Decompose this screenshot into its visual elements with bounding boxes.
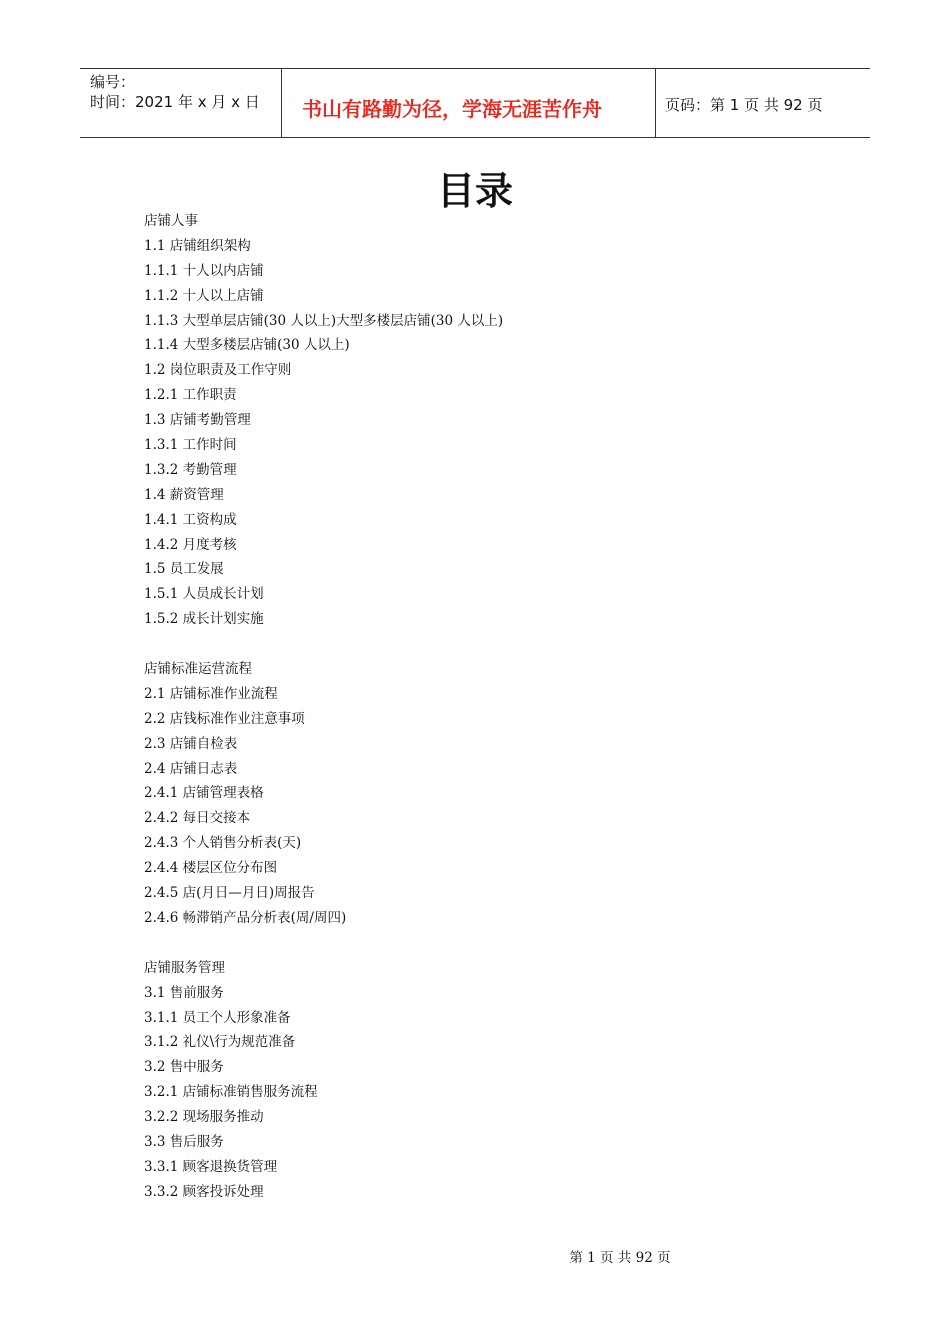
toc-entry[interactable]: 店铺标准运营流程 [144, 661, 252, 678]
header-meta [80, 69, 280, 137]
header-page-info: 页码：第 1 页 共 92 页 [665, 96, 823, 114]
toc-entry[interactable]: 3.3.1 顾客退换货管理 [144, 1158, 278, 1175]
toc-entry[interactable]: 2.4.1 店铺管理表格 [144, 785, 264, 802]
header-page-cell [655, 69, 870, 137]
toc-entry[interactable]: 1.3 店铺考勤管理 [144, 412, 251, 429]
toc-entry[interactable]: 1.4 薪资管理 [144, 486, 224, 503]
toc-entry[interactable]: 2.4.3 个人销售分析表(天) [144, 835, 302, 852]
toc-entry[interactable]: 2.4.5 店(月日—月日)周报告 [144, 885, 315, 902]
toc-entry[interactable]: 2.3 店铺自检表 [144, 735, 238, 752]
table-of-contents [144, 209, 503, 1205]
page-title: 目录 [436, 169, 513, 213]
toc-entry[interactable]: 1.1.4 大型多楼层店铺(30 人以上) [144, 337, 350, 354]
toc-entry[interactable]: 3.1.2 礼仪\行为规范准备 [144, 1034, 296, 1051]
footer-page-number: 第 1 页 共 92 页 [569, 1250, 671, 1266]
toc-entry[interactable]: 1.5.2 成长计划实施 [144, 611, 264, 628]
toc-entry[interactable]: 1.4.1 工资构成 [144, 511, 237, 528]
time-label: 时间：2021 年 x 月 x 日 [90, 93, 260, 111]
toc-entry[interactable]: 3.3 售后服务 [144, 1133, 224, 1150]
toc-entry[interactable]: 1.1.3 大型单层店铺(30 人以上)大型多楼层店铺(30 人以上) [144, 312, 504, 329]
page-header [80, 68, 870, 138]
toc-entry[interactable]: 1.2 岗位职责及工作守则 [144, 362, 292, 379]
toc-entry[interactable]: 3.2.2 现场服务推动 [144, 1109, 264, 1126]
toc-entry[interactable]: 1.2.1 工作职责 [144, 387, 237, 404]
header-motto-cell [281, 69, 656, 137]
toc-spacer [144, 632, 503, 657]
toc-entry[interactable]: 2.4.2 每日交接本 [144, 810, 251, 827]
number-label: 编号： [90, 73, 136, 91]
toc-entry[interactable]: 2.1 店铺标准作业流程 [144, 685, 278, 702]
toc-entry[interactable]: 2.4.6 畅滞销产品分析表(周/周四) [144, 909, 347, 926]
toc-entry[interactable]: 1.1 店铺组织架构 [144, 237, 251, 254]
toc-entry[interactable]: 1.4.2 月度考核 [144, 536, 237, 553]
toc-entry[interactable]: 2.4 店铺日志表 [144, 760, 238, 777]
toc-entry[interactable]: 1.3.1 工作时间 [144, 437, 237, 454]
page-footer [0, 1246, 950, 1266]
toc-entry[interactable]: 店铺人事 [144, 213, 198, 229]
toc-entry[interactable]: 3.2.1 店铺标准销售服务流程 [144, 1084, 318, 1101]
toc-entry[interactable]: 1.1.2 十人以上店铺 [144, 287, 264, 304]
toc-entry[interactable]: 店铺服务管理 [144, 959, 225, 976]
toc-entry[interactable]: 3.1 售前服务 [144, 984, 224, 1001]
toc-entry[interactable]: 1.1.1 十人以内店铺 [144, 262, 264, 279]
toc-entry[interactable]: 3.2 售中服务 [144, 1059, 224, 1076]
header-motto: 书山有路勤为径，学海无涯苦作舟 [302, 97, 602, 121]
toc-entry[interactable]: 2.4.4 楼层区位分布图 [144, 860, 278, 877]
toc-entry[interactable]: 1.5 员工发展 [144, 561, 224, 578]
toc-entry[interactable]: 1.3.2 考勤管理 [144, 461, 237, 478]
toc-entry[interactable]: 3.1.1 员工个人形象准备 [144, 1009, 291, 1026]
toc-entry[interactable]: 3.3.2 顾客投诉处理 [144, 1183, 264, 1200]
toc-entry[interactable]: 1.5.1 人员成长计划 [144, 586, 264, 603]
toc-spacer [144, 931, 503, 956]
toc-entry[interactable]: 2.2 店钱标准作业注意事项 [144, 710, 305, 727]
